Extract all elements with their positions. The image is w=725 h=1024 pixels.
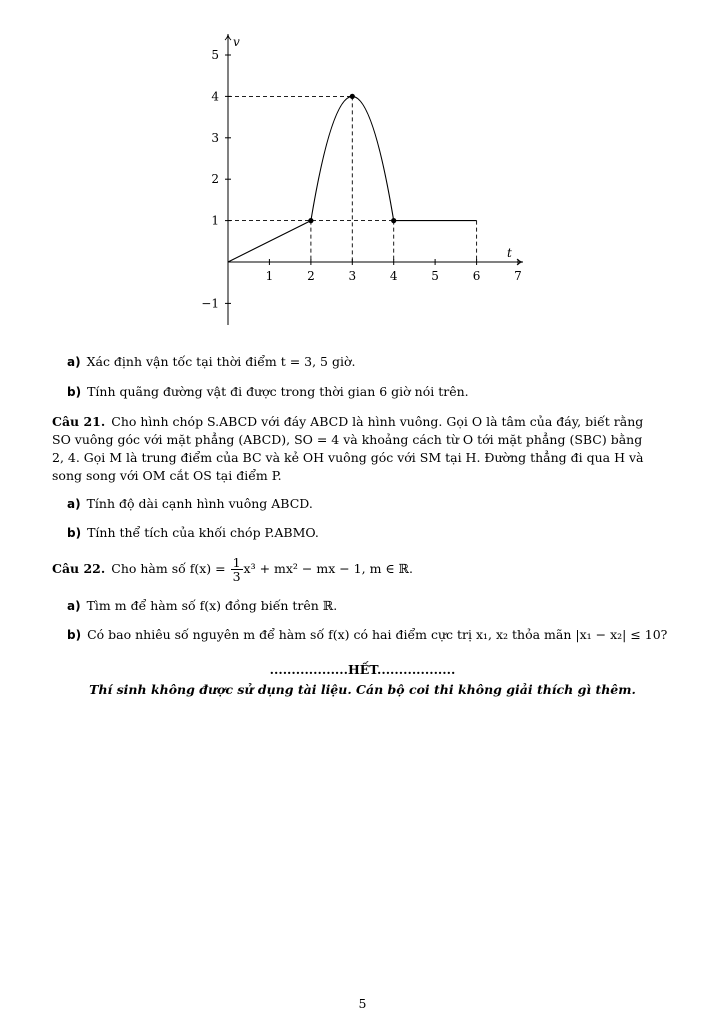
q21-line-1 bbox=[52, 413, 674, 431]
q20-part-b bbox=[67, 383, 677, 401]
y-tick-label: 2 bbox=[211, 172, 219, 187]
x-ticks bbox=[266, 259, 522, 283]
q22-b-label: b) bbox=[67, 628, 82, 642]
q22-line bbox=[52, 553, 674, 585]
y-tick-label: −1 bbox=[201, 296, 219, 311]
q20-part-a bbox=[67, 353, 677, 371]
q21-a-label: a) bbox=[67, 497, 81, 511]
y-tick-label: 3 bbox=[211, 130, 219, 145]
q22-frac-num: 1 bbox=[232, 555, 241, 570]
exam-note: Thí sinh không được sử dụng tài liệu. Cán bộ coi thi không giải thích gì thêm. bbox=[89, 682, 636, 697]
y-tick-label: 4 bbox=[211, 89, 219, 104]
q21-b-label: b) bbox=[67, 526, 82, 540]
x-tick-label: 1 bbox=[265, 269, 274, 283]
x-tick-label: 4 bbox=[389, 269, 398, 283]
q21-text-1: Cho hình chóp S.ABCD với đáy ABCD là hình vuông. Gọi O là tâm của đáy, biết rằng bbox=[111, 414, 644, 429]
x-tick-label: 6 bbox=[472, 269, 481, 283]
q22-intro: Cho hàm số f(x) = bbox=[111, 561, 226, 576]
q21-line-2: SO vuông góc với mặt phẳng (ABCD), SO = 4 và khoảng cách từ O tới mặt phẳng (SBC) bằng bbox=[52, 432, 643, 447]
q21-line-3: 2, 4. Gọi M là trung điểm của BC và kẻ OH vuông góc với SM tại H. Đường thẳng đi qua H và bbox=[52, 450, 644, 465]
x-tick-label: 5 bbox=[431, 269, 439, 283]
x-tick-label: 2 bbox=[307, 269, 315, 283]
q21-part-b bbox=[67, 524, 677, 542]
q22-rest: x³ + mx² − mx − 1, m ∈ ℝ. bbox=[243, 561, 413, 576]
q22-title: Câu 22. bbox=[52, 561, 106, 576]
q20-b-text: Tính quãng đường vật đi được trong thời gian 6 giờ nói trên. bbox=[87, 384, 469, 399]
q20-b-label: b) bbox=[67, 385, 82, 399]
y-tick-label: 5 bbox=[211, 48, 219, 62]
q21-title: Câu 21. bbox=[52, 414, 106, 429]
page-number: 5 bbox=[358, 996, 367, 1011]
x-tick-label: 3 bbox=[348, 269, 357, 283]
q22-b-text: Có bao nhiêu số nguyên m để hàm số f(x) có hai điểm cực trị x₁, x₂ thỏa mãn |x₁ − x₂| ≤ 10? bbox=[87, 627, 668, 642]
q22-a-text: Tìm m để hàm số f(x) đồng biến trên ℝ. bbox=[86, 598, 338, 613]
q20-a-text: Xác định vận tốc tại thời điểm t = 3, 5 giờ. bbox=[86, 354, 356, 369]
q22-frac-den: 3 bbox=[232, 569, 241, 584]
q20-a-label: a) bbox=[67, 355, 81, 369]
segment-linear-rise bbox=[228, 221, 311, 262]
end-marker: ..................HẾT.................. bbox=[269, 662, 456, 677]
y-axis-label: v bbox=[233, 35, 240, 49]
q22-a-label: a) bbox=[67, 599, 81, 613]
q21-line-4: song song với OM cắt OS tại điểm P. bbox=[52, 468, 282, 483]
guide-lines bbox=[228, 96, 477, 262]
y-tick-label: 1 bbox=[211, 213, 219, 228]
velocity-time-graph bbox=[0, 0, 725, 335]
x-axis-label: t bbox=[507, 246, 512, 260]
q21-part-a bbox=[67, 495, 677, 513]
y-ticks bbox=[201, 48, 231, 310]
point-4-1 bbox=[391, 218, 396, 223]
q22-fraction bbox=[231, 556, 243, 583]
q21-b-text: Tính thể tích của khối chóp P.ABMO. bbox=[87, 525, 319, 540]
q21-a-text: Tính độ dài cạnh hình vuông ABCD. bbox=[86, 496, 313, 511]
q22-part-b bbox=[67, 626, 677, 644]
point-3-4 bbox=[350, 94, 355, 99]
x-tick-label: 7 bbox=[514, 269, 522, 283]
point-2-1 bbox=[308, 218, 313, 223]
q22-part-a bbox=[67, 597, 677, 615]
